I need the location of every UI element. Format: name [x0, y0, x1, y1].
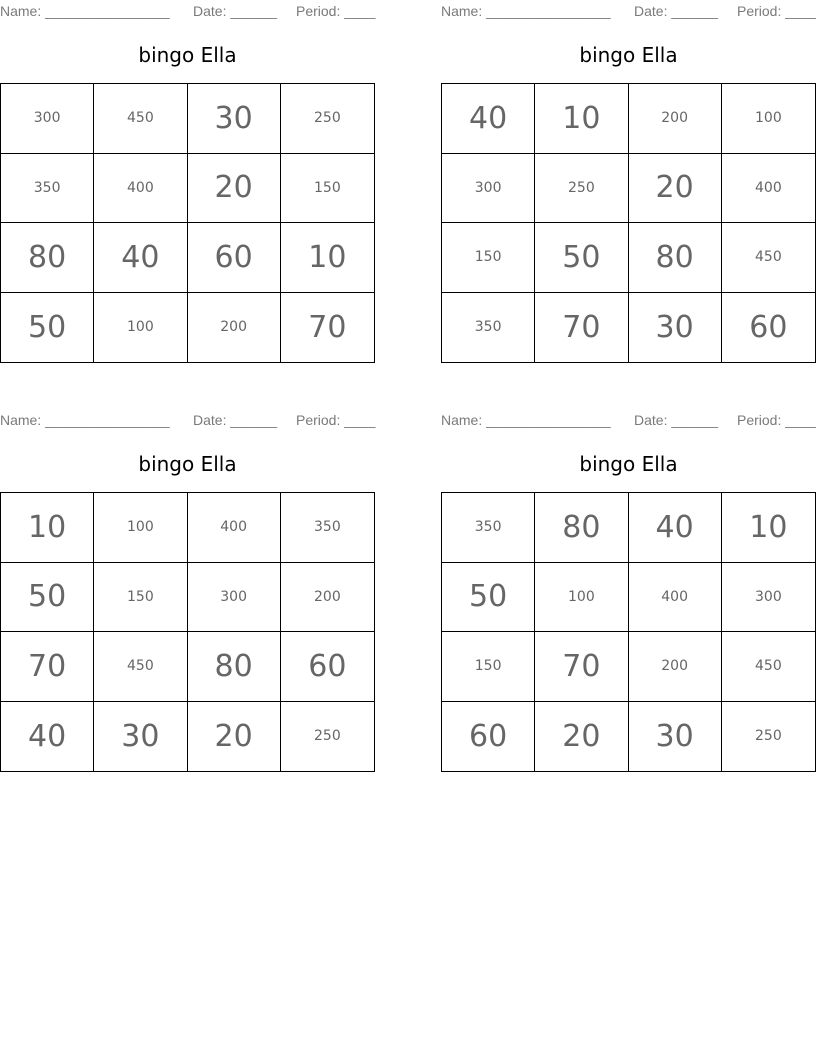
bingo-cell: 200	[629, 632, 722, 702]
bingo-cell: 300	[722, 563, 815, 633]
bingo-cell: 70	[1, 632, 94, 702]
period-field: Period: ____	[296, 412, 376, 428]
bingo-grid	[0, 492, 375, 772]
period-field: Period: ____	[737, 412, 816, 428]
bingo-cell: 60	[749, 309, 788, 345]
bingo-cell: 40	[442, 84, 535, 154]
bingo-cell: 250	[281, 84, 374, 154]
card-title: bingo Ella	[579, 43, 678, 67]
bingo-cell: 20	[535, 702, 628, 772]
bingo-cell: 100	[722, 84, 815, 154]
bingo-cell: 80	[1, 223, 94, 293]
bingo-grid	[441, 492, 816, 772]
bingo-cell: 50	[1, 293, 94, 363]
bingo-cell: 70	[535, 632, 628, 702]
bingo-cell: 200	[281, 563, 374, 633]
bingo-cell: 20	[188, 154, 281, 224]
period-field: Period: ____	[737, 3, 816, 19]
bingo-cell: 40	[629, 493, 722, 563]
bingo-cell: 450	[94, 84, 187, 154]
bingo-cell: 30	[188, 84, 281, 154]
bingo-cell: 10	[722, 493, 815, 563]
bingo-card-3	[0, 409, 375, 789]
bingo-cell: 50	[442, 563, 535, 633]
bingo-cell: 40	[1, 702, 94, 772]
bingo-cell: 100	[94, 493, 187, 563]
bingo-cell: 400	[629, 563, 722, 633]
bingo-cell: 400	[94, 154, 187, 224]
bingo-card-2	[441, 0, 816, 380]
bingo-cell: 150	[94, 563, 187, 633]
bingo-cell: 350	[1, 154, 94, 224]
bingo-cell: 30	[629, 702, 722, 772]
bingo-cell: 30	[629, 293, 722, 363]
bingo-cell: 300	[1, 84, 94, 154]
date-field: Date: ______	[634, 3, 719, 19]
card-title: bingo Ella	[138, 452, 237, 476]
header-line	[441, 411, 816, 429]
bingo-card-1	[0, 0, 375, 380]
bingo-cell: 450	[722, 223, 815, 293]
bingo-cell: 80	[629, 223, 722, 293]
bingo-cell: 300	[442, 154, 535, 224]
bingo-cell: 400	[188, 493, 281, 563]
bingo-cell: 350	[442, 493, 535, 563]
bingo-cell: 20	[629, 154, 722, 224]
bingo-cell: 250	[314, 728, 341, 745]
bingo-cell: 100	[94, 293, 187, 363]
bingo-cell: 150	[442, 223, 535, 293]
bingo-card-4	[441, 409, 816, 789]
bingo-cell: 200	[188, 293, 281, 363]
bingo-cell: 250	[535, 154, 628, 224]
date-field: Date: ______	[634, 412, 719, 428]
card-title: bingo Ella	[579, 452, 678, 476]
period-field: Period: ____	[296, 3, 376, 19]
bingo-cell: 450	[94, 632, 187, 702]
bingo-cell: 400	[722, 154, 815, 224]
bingo-cell: 100	[535, 563, 628, 633]
bingo-cell: 80	[535, 493, 628, 563]
bingo-cell: 300	[188, 563, 281, 633]
bingo-cell: 10	[535, 84, 628, 154]
bingo-cell: 350	[281, 493, 374, 563]
header-line	[441, 2, 816, 20]
bingo-cell: 150	[281, 154, 374, 224]
name-field: Name: ________________	[441, 3, 611, 19]
bingo-cell: 80	[188, 632, 281, 702]
bingo-cell: 70	[535, 293, 628, 363]
bingo-grid	[441, 83, 816, 363]
bingo-cell: 30	[94, 702, 187, 772]
bingo-cell: 60	[188, 223, 281, 293]
bingo-cell: 60	[281, 632, 374, 702]
bingo-cell: 10	[281, 223, 374, 293]
name-field: Name: ________________	[0, 3, 170, 19]
bingo-cell: 150	[442, 632, 535, 702]
bingo-cell: 450	[722, 632, 815, 702]
bingo-cell: 40	[94, 223, 187, 293]
date-field: Date: ______	[193, 3, 278, 19]
bingo-cell: 10	[1, 493, 94, 563]
bingo-cell: 60	[442, 702, 535, 772]
header-line	[0, 2, 375, 20]
date-field: Date: ______	[193, 412, 278, 428]
header-line	[0, 411, 375, 429]
name-field: Name: ________________	[0, 412, 170, 428]
bingo-cell: 50	[1, 563, 94, 633]
bingo-cell: 350	[442, 293, 535, 363]
bingo-cell: 50	[535, 223, 628, 293]
bingo-cell: 250	[755, 728, 782, 745]
bingo-cell: 200	[629, 84, 722, 154]
bingo-grid	[0, 83, 375, 363]
card-title: bingo Ella	[138, 43, 237, 67]
bingo-cell: 20	[188, 702, 281, 772]
name-field: Name: ________________	[441, 412, 611, 428]
bingo-cell: 70	[308, 309, 347, 345]
